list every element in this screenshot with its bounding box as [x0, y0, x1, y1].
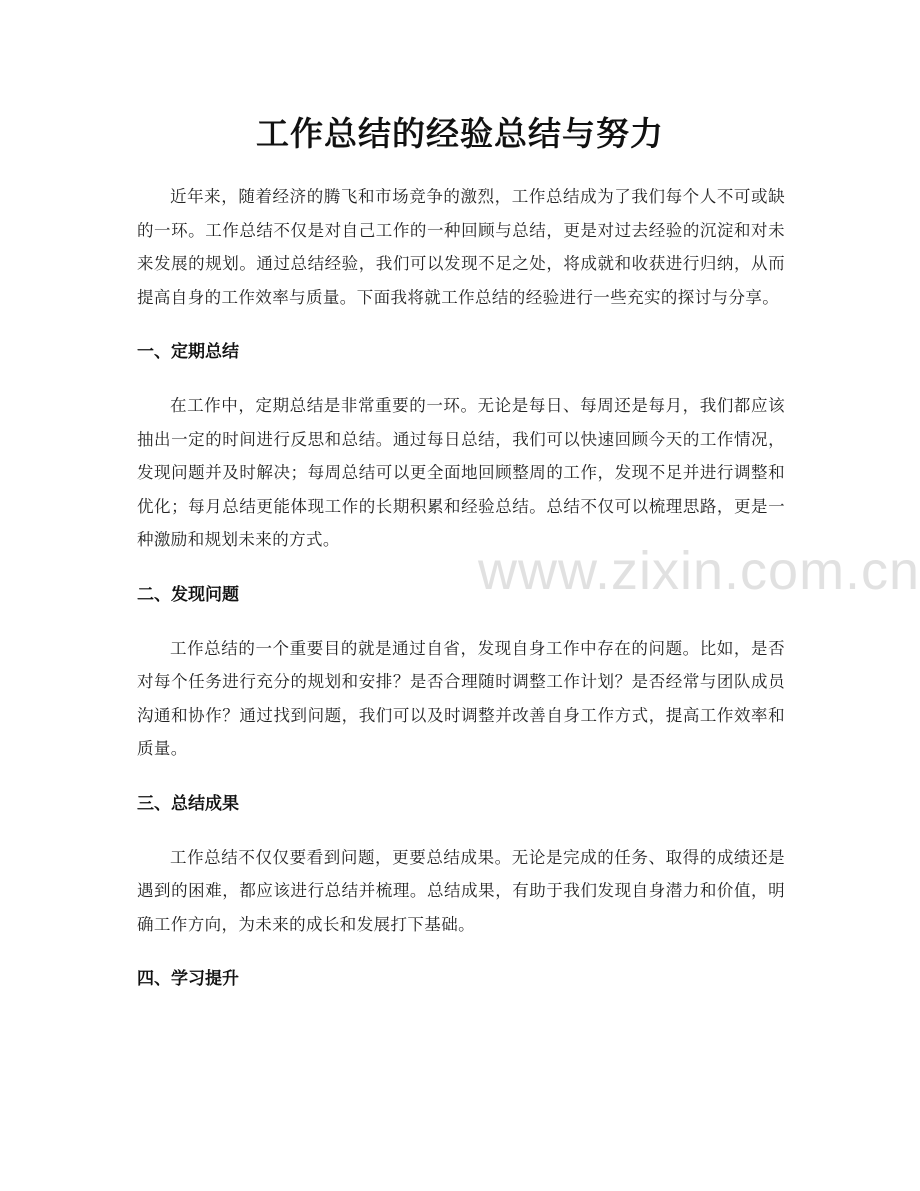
section-paragraph-3: 工作总结不仅仅要看到问题，更要总结成果。无论是完成的任务、取得的成绩还是遇到的困难，都应该进行总结并梳理。总结成果，有助于我们发现自身潜力和价值，明确工作方向，为未来的成长和发展打下基础。	[137, 847, 785, 934]
document-title: 工作总结的经验总结与努力	[256, 114, 664, 153]
section-paragraph-2: 工作总结的一个重要目的就是通过自省，发现自身工作中存在的问题。比如，是否对每个任务进行充分的规划和安排？是否合理随时调整工作计划？是否经常与团队成员沟通和协作？通过找到问题，我们可以及时调整并改善自身工作方式，提高工作效率和质量。	[137, 638, 785, 758]
document-body	[137, 180, 785, 996]
watermark: www.zixin.com.cn	[478, 541, 920, 601]
section-heading-3: 三、总结成果	[137, 793, 239, 814]
section-heading-4: 四、学习提升	[137, 969, 239, 989]
intro-paragraph: 近年来，随着经济的腾飞和市场竞争的激烈，工作总结成为了我们每个人不可或缺的一环。工作总结不仅是对自己工作的一种回顾与总结，更是对过去经验的沉淀和对未来发展的规划。通过总结经验，我们可以发现不足之处，将成就和收获进行归纳，从而提高自身的工作效率与质量。下面我将就工作总结的经验进行一些充实的探讨与分享。	[137, 187, 785, 307]
section-paragraph-1: 在工作中，定期总结是非常重要的一环。无论是每日、每周还是每月，我们都应该抽出一定的时间进行反思和总结。通过每日总结，我们可以快速回顾今天的工作情况，发现问题并及时解决；每周总结可以更全面地回顾整周的工作，发现不足并进行调整和优化；每月总结更能体现工作的长期积累和经验总结。总结不仅可以梳理思路，更是一种激励和规划未来的方式。	[137, 396, 785, 549]
section-heading-2: 二、发现问题	[137, 584, 239, 605]
section-heading-1: 一、定期总结	[137, 342, 239, 362]
